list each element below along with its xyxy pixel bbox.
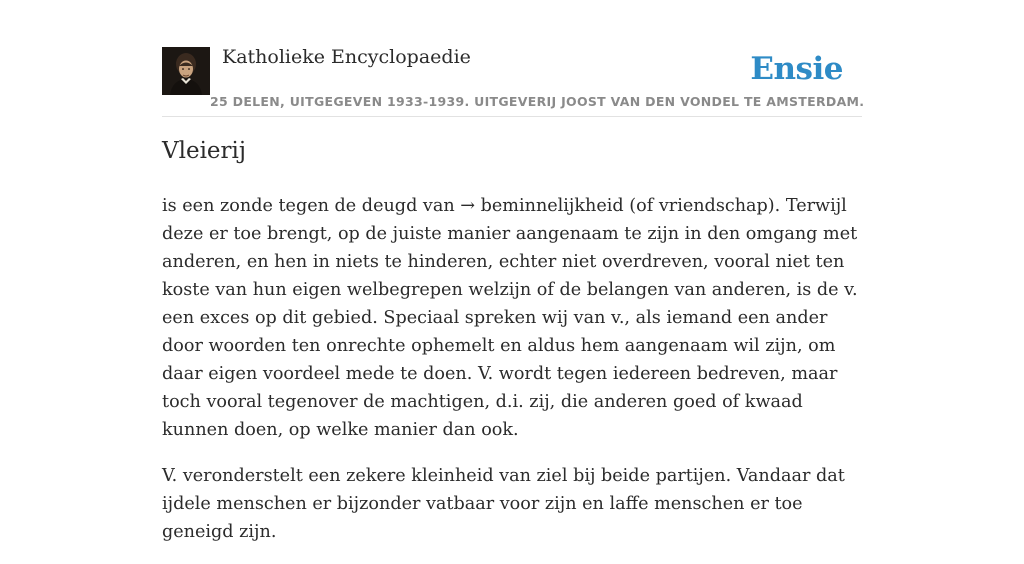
paragraph-1-start: is een zonde tegen de deugd van <box>162 196 461 216</box>
paragraph-1 <box>162 192 862 444</box>
brand-logo[interactable]: Ensie <box>750 51 843 87</box>
arrow-icon: → <box>460 196 476 216</box>
paragraph-2: V. veronderstelt een zekere kleinheid van ziel bij beide partijen. Vandaar dat ijdele menschen er bijzonder vatbaar voor zijn en laffe menschen er toe geneigd zijn. <box>162 466 845 542</box>
paragraph-1-rest: (of vriendschap). Terwijl deze er toe brengt, op de juiste manier aangenaam te zijn in den omgang met anderen, en hen in niets te hinderen, echter niet overdreven, vooral niet ten koste van hun eigen welbegrepen welzijn of de belangen van anderen, is de v. een exces op dit gebied. Speciaal spreken wij van v., als iemand een ander door woorden ten onrechte ophemelt en aldus hem aangenaam wil zijn, om daar eigen voordeel mede te doen. V. wordt tegen iedereen bedreven, maar toch vooral tegenover de machtigen, d.i. zij, die anderen goed of kwaad kunnen doen, op welke manier dan ook. <box>162 196 858 440</box>
source-subtitle: 25 DELEN, UITGEGEVEN 1933-1939. UITGEVERIJ JOOST VAN DEN VONDEL TE AMSTERDAM. <box>210 94 865 109</box>
source-header <box>162 40 865 117</box>
source-title[interactable]: Katholieke Encyclopaedie <box>222 46 471 68</box>
entry-title: Vleierij <box>162 138 247 164</box>
cross-reference-link[interactable] <box>460 196 623 216</box>
entry-body <box>162 192 862 564</box>
cross-reference-label: beminnelijkheid <box>475 196 624 216</box>
portrait-avatar-icon[interactable] <box>162 47 210 95</box>
